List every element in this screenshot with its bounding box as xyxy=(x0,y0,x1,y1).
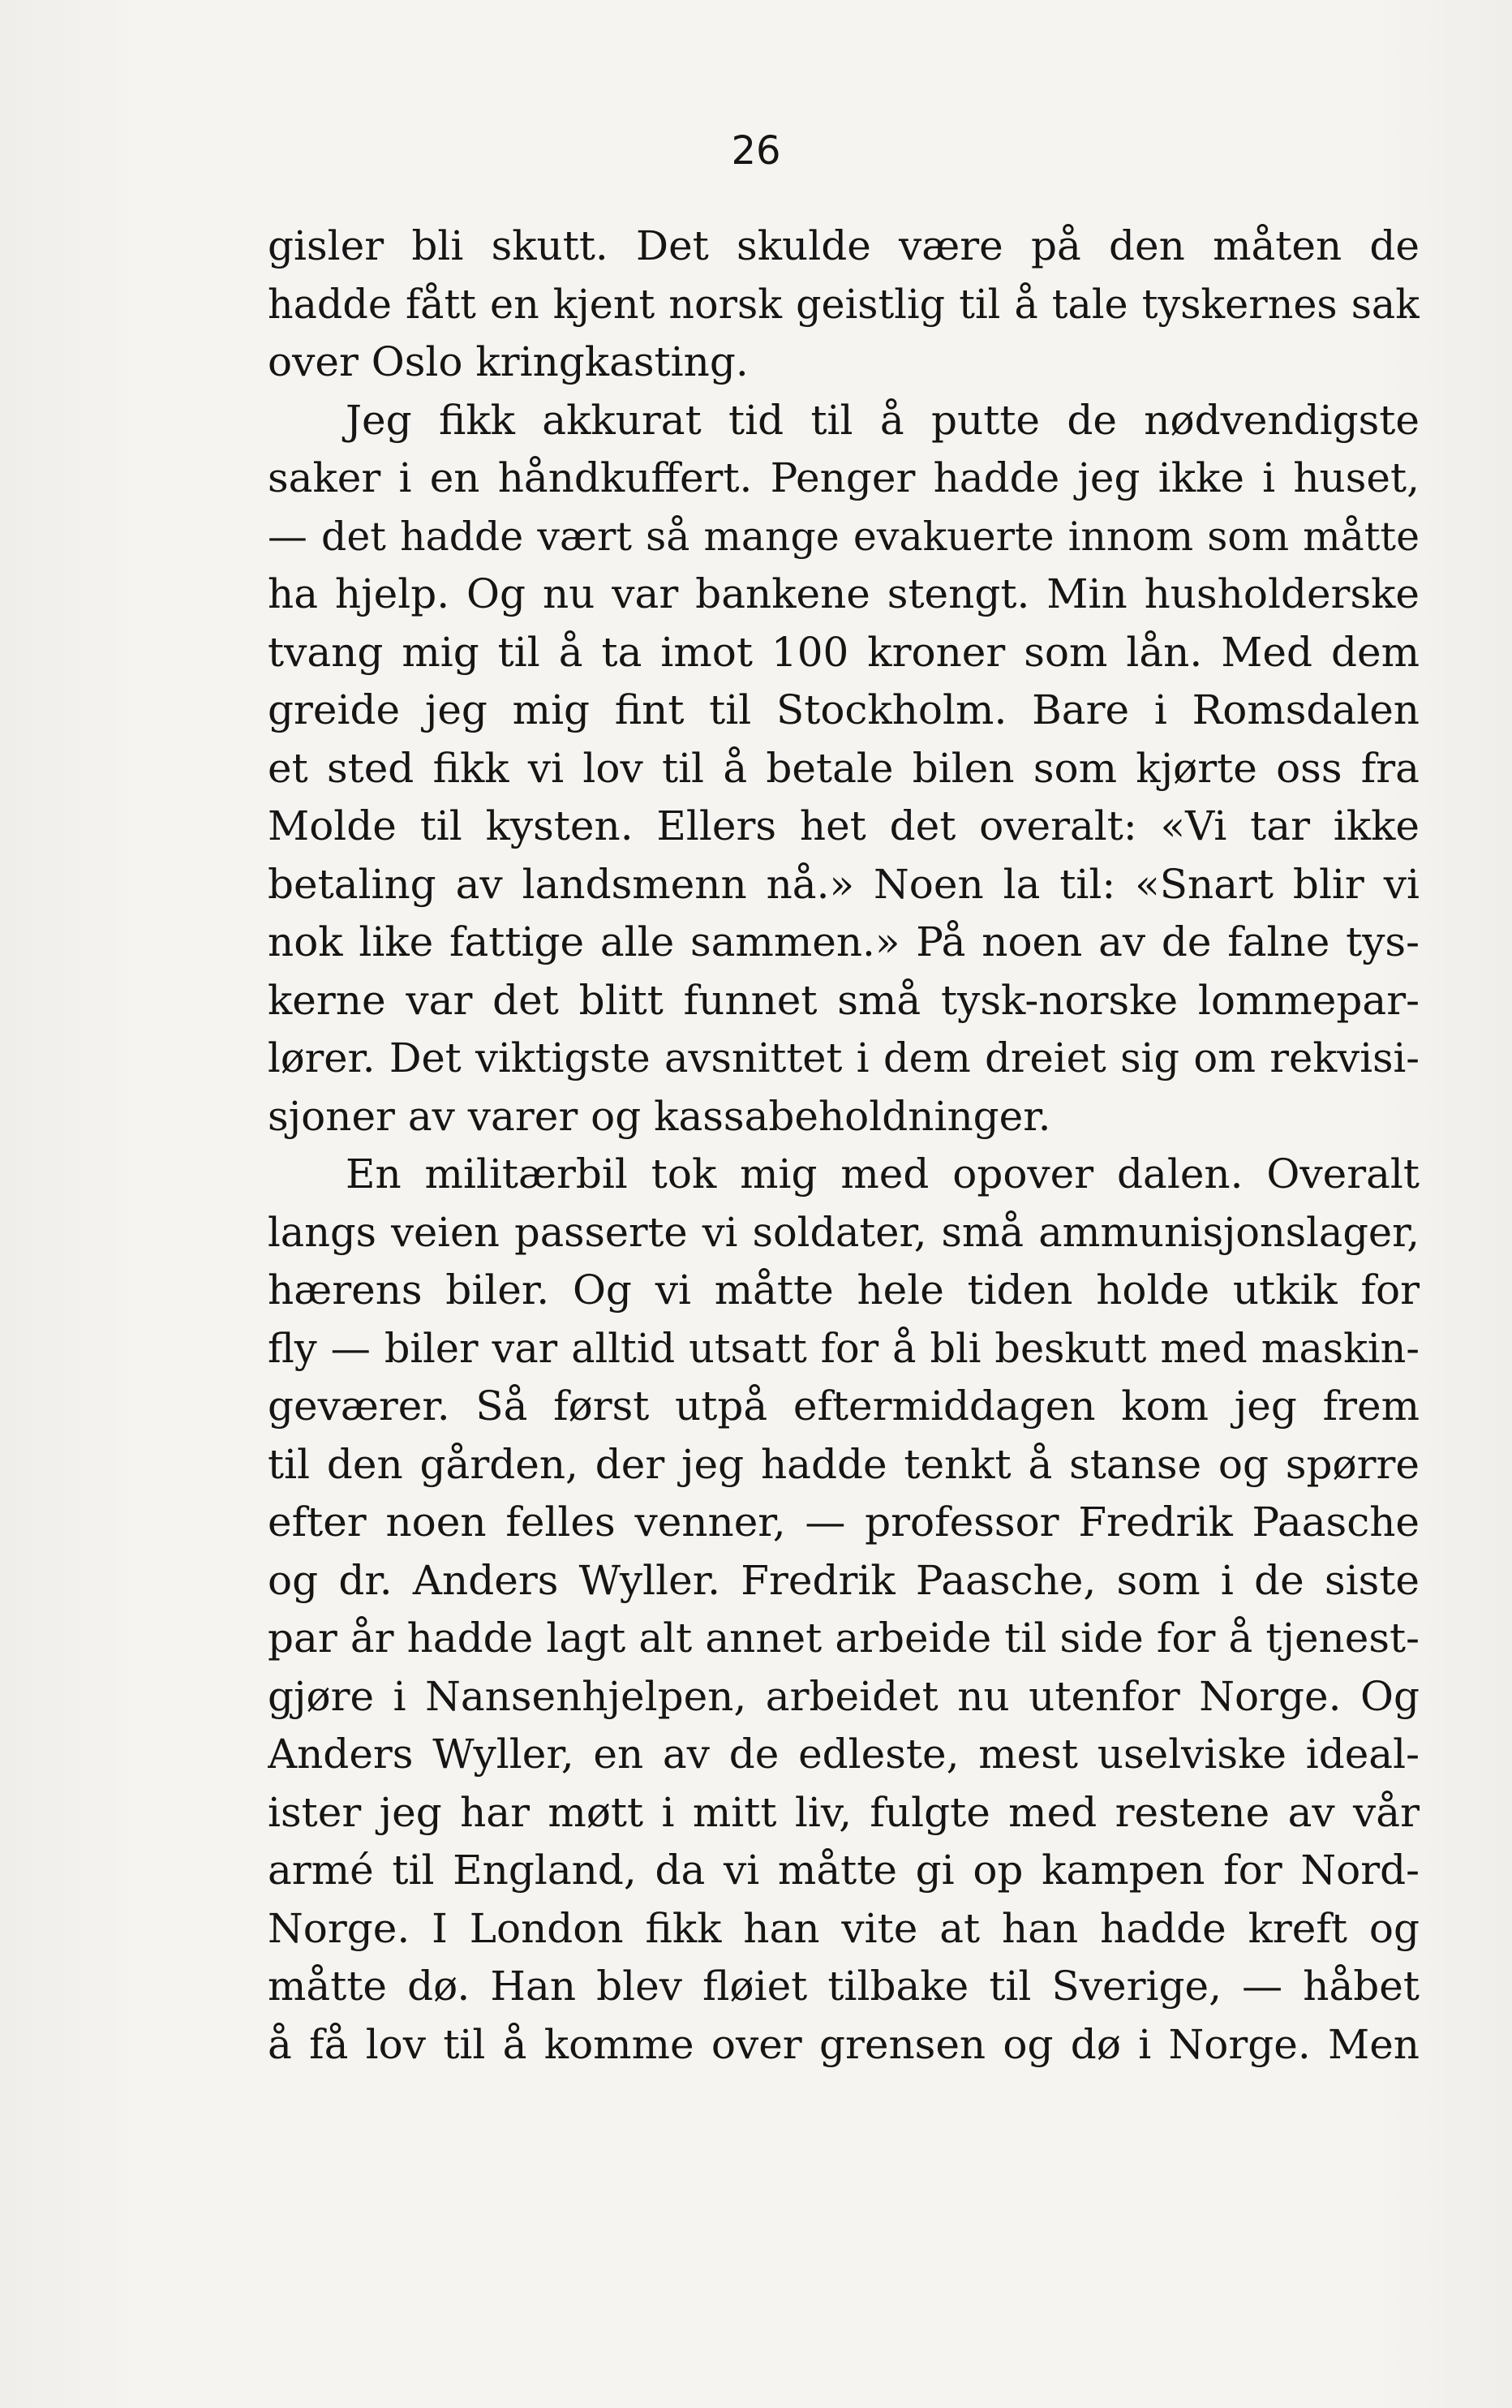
text-line: sjoner av varer og kassabeholdninger. xyxy=(268,1092,1051,1140)
text-line: geværer. Så først utpå eftermiddagen kom jeg frem xyxy=(268,1382,1420,1430)
text-line: Molde til kysten. Ellers het det overalt: «Vi tar ikke xyxy=(268,802,1420,849)
text-line: efter noen felles venner, — professor Fredrik Paasche xyxy=(268,1499,1420,1546)
text-line: å få lov til å komme over grensen og dø i Norge. Men xyxy=(268,2020,1420,2068)
body-text xyxy=(268,217,1420,2074)
text-line: greide jeg mig fint til Stockholm. Bare i Romsdalen xyxy=(268,686,1420,733)
text-line: ister jeg har møtt i mitt liv, fulgte med restene av vår xyxy=(268,1788,1420,1836)
text-line: tvang mig til å ta imot 100 kroner som lån. Med dem xyxy=(268,628,1420,676)
text-line: Norge. I London fikk han vite at han hadde kreft og xyxy=(268,1904,1420,1952)
text-line: — det hadde vært så mange evakuerte innom som måtte xyxy=(268,513,1420,560)
text-line: armé til England, da vi måtte gi op kampen for Nord- xyxy=(268,1847,1420,1894)
text-line: et sted fikk vi lov til å betale bilen som kjørte oss fra xyxy=(268,744,1420,792)
text-line: nok like fattige alle sammen.» På noen av de falne tys- xyxy=(268,918,1420,965)
text-line: hadde fått en kjent norsk geistlig til å tale tyskernes sak xyxy=(268,280,1420,328)
text-line: gisler bli skutt. Det skulde være på den måten de xyxy=(268,222,1420,269)
text-line: Anders Wyller, en av de edleste, mest uselviske ideal- xyxy=(268,1731,1420,1778)
text-line: En militærbil tok mig med opover dalen. Overalt xyxy=(346,1150,1420,1198)
text-line: og dr. Anders Wyller. Fredrik Paasche, som i de siste xyxy=(268,1556,1420,1604)
text-line: til den gården, der jeg hadde tenkt å stanse og spørre xyxy=(268,1440,1420,1488)
text-line: ha hjelp. Og nu var bankene stengt. Min husholderske xyxy=(268,570,1420,617)
text-line: fly — biler var alltid utsatt for å bli beskutt med maskin- xyxy=(268,1324,1420,1372)
text-line: hærens biler. Og vi måtte hele tiden holde utkik for xyxy=(268,1266,1420,1314)
page-number: 26 xyxy=(731,128,781,174)
text-line: saker i en håndkuffert. Penger hadde jeg ikke i huset, xyxy=(268,454,1420,501)
text-line: lører. Det viktigste avsnittet i dem dreiet sig om rekvisi- xyxy=(268,1034,1420,1081)
text-line: kerne var det blitt funnet små tysk-norske lommepar- xyxy=(268,976,1420,1024)
text-line: Jeg fikk akkurat tid til å putte de nødvendigste xyxy=(346,396,1420,444)
text-line: par år hadde lagt alt annet arbeide til side for å tjenest- xyxy=(268,1615,1420,1662)
text-line: måtte dø. Han blev fløiet tilbake til Sverige, — håbet xyxy=(268,1963,1420,2010)
text-line: langs veien passerte vi soldater, små ammunisjonslager, xyxy=(268,1208,1420,1256)
text-line: over Oslo kringkasting. xyxy=(268,338,749,385)
text-line: gjøre i Nansenhjelpen, arbeidet nu utenfor Norge. Og xyxy=(268,1672,1420,1720)
text-line: betaling av landsmenn nå.» Noen la til: «Snart blir vi xyxy=(268,860,1420,908)
